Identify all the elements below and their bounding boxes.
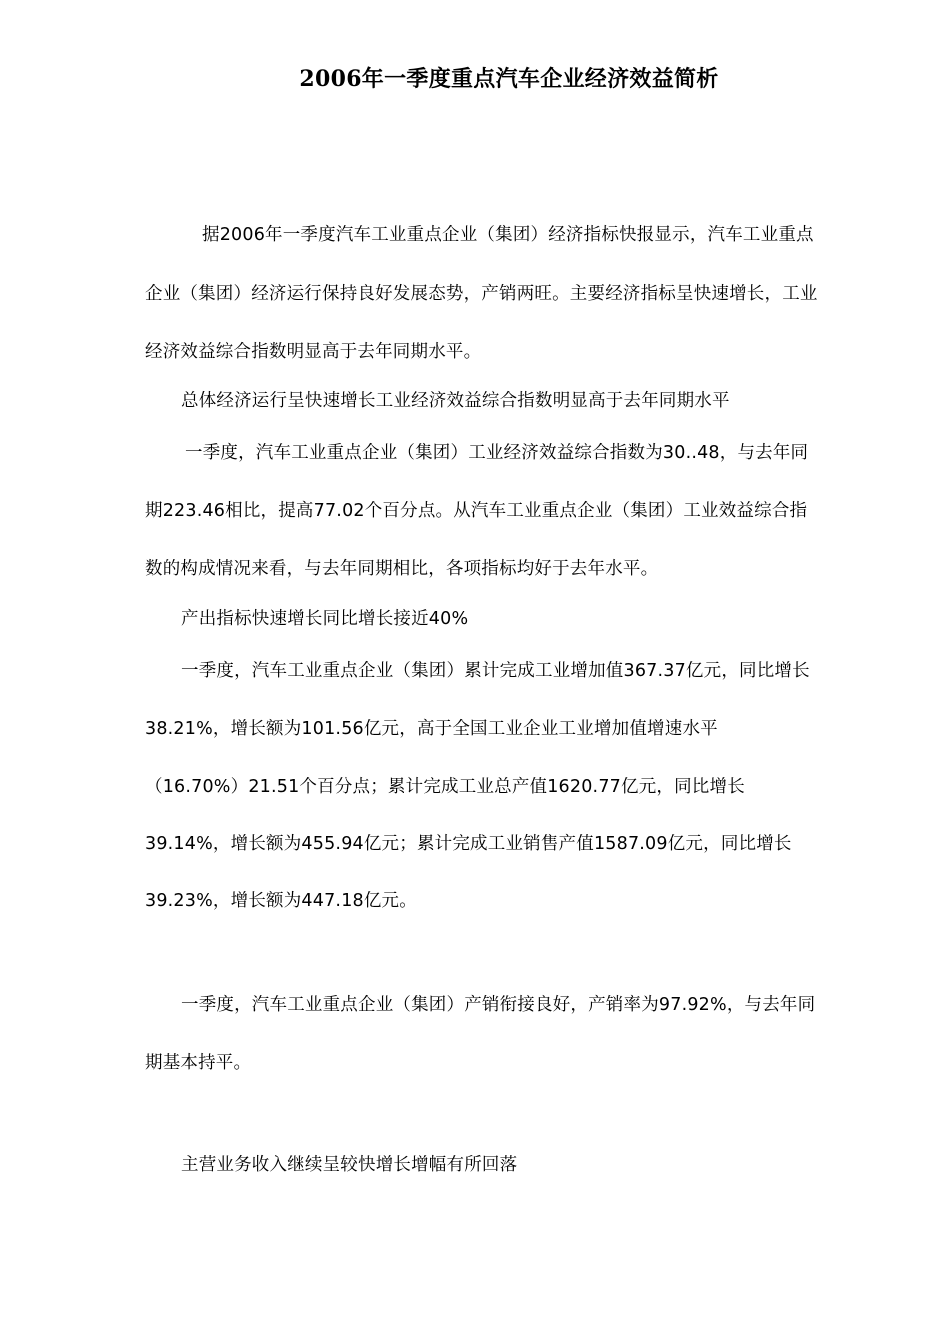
paragraph-3-line-3: （16.70%）21.51个百分点；累计完成工业总产值1620.77亿元，同比增长 (145, 777, 745, 797)
paragraph-2-line-3: 数的构成情况来看，与去年同期相比，各项指标均好于去年水平。 (145, 559, 659, 579)
paragraph-4-line-2: 期基本持平。 (145, 1053, 252, 1073)
paragraph-2-line-2: 期223.46相比，提高77.02个百分点。从汽车工业重点企业（集团）工业效益综合指 (145, 501, 808, 521)
paragraph-1-line-3: 经济效益综合指数明显高于去年同期水平。 (145, 342, 482, 362)
paragraph-4-line-1: 一季度，汽车工业重点企业（集团）产销衔接良好，产销率为97.92%，与去年同 (181, 995, 816, 1015)
paragraph-2-line-1: 一季度，汽车工业重点企业（集团）工业经济效益综合指数为30..48，与去年同 (185, 443, 809, 463)
paragraph-3-line-4: 39.14%，增长额为455.94亿元；累计完成工业销售产值1587.09亿元，同比增长 (145, 834, 792, 854)
section-heading-overall: 总体经济运行呈快速增长工业经济效益综合指数明显高于去年同期水平 (181, 391, 730, 411)
paragraph-1-line-2: 企业（集团）经济运行保持良好发展态势，产销两旺。主要经济指标呈快速增长，工业 (145, 284, 818, 304)
paragraph-1-line-1: 据2006年一季度汽车工业重点企业（集团）经济指标快报显示，汽车工业重点 (202, 225, 814, 245)
document-title: 2006年一季度重点汽车企业经济效益简析 (299, 66, 719, 92)
section-heading-revenue: 主营业务收入继续呈较快增长增幅有所回落 (181, 1155, 518, 1175)
paragraph-3-line-5: 39.23%，增长额为447.18亿元。 (145, 891, 417, 911)
section-heading-output: 产出指标快速增长同比增长接近40% (181, 609, 469, 629)
paragraph-3-line-2: 38.21%，增长额为101.56亿元，高于全国工业企业工业增加值增速水平 (145, 719, 718, 739)
paragraph-3-line-1: 一季度，汽车工业重点企业（集团）累计完成工业增加值367.37亿元，同比增长 (181, 661, 810, 681)
